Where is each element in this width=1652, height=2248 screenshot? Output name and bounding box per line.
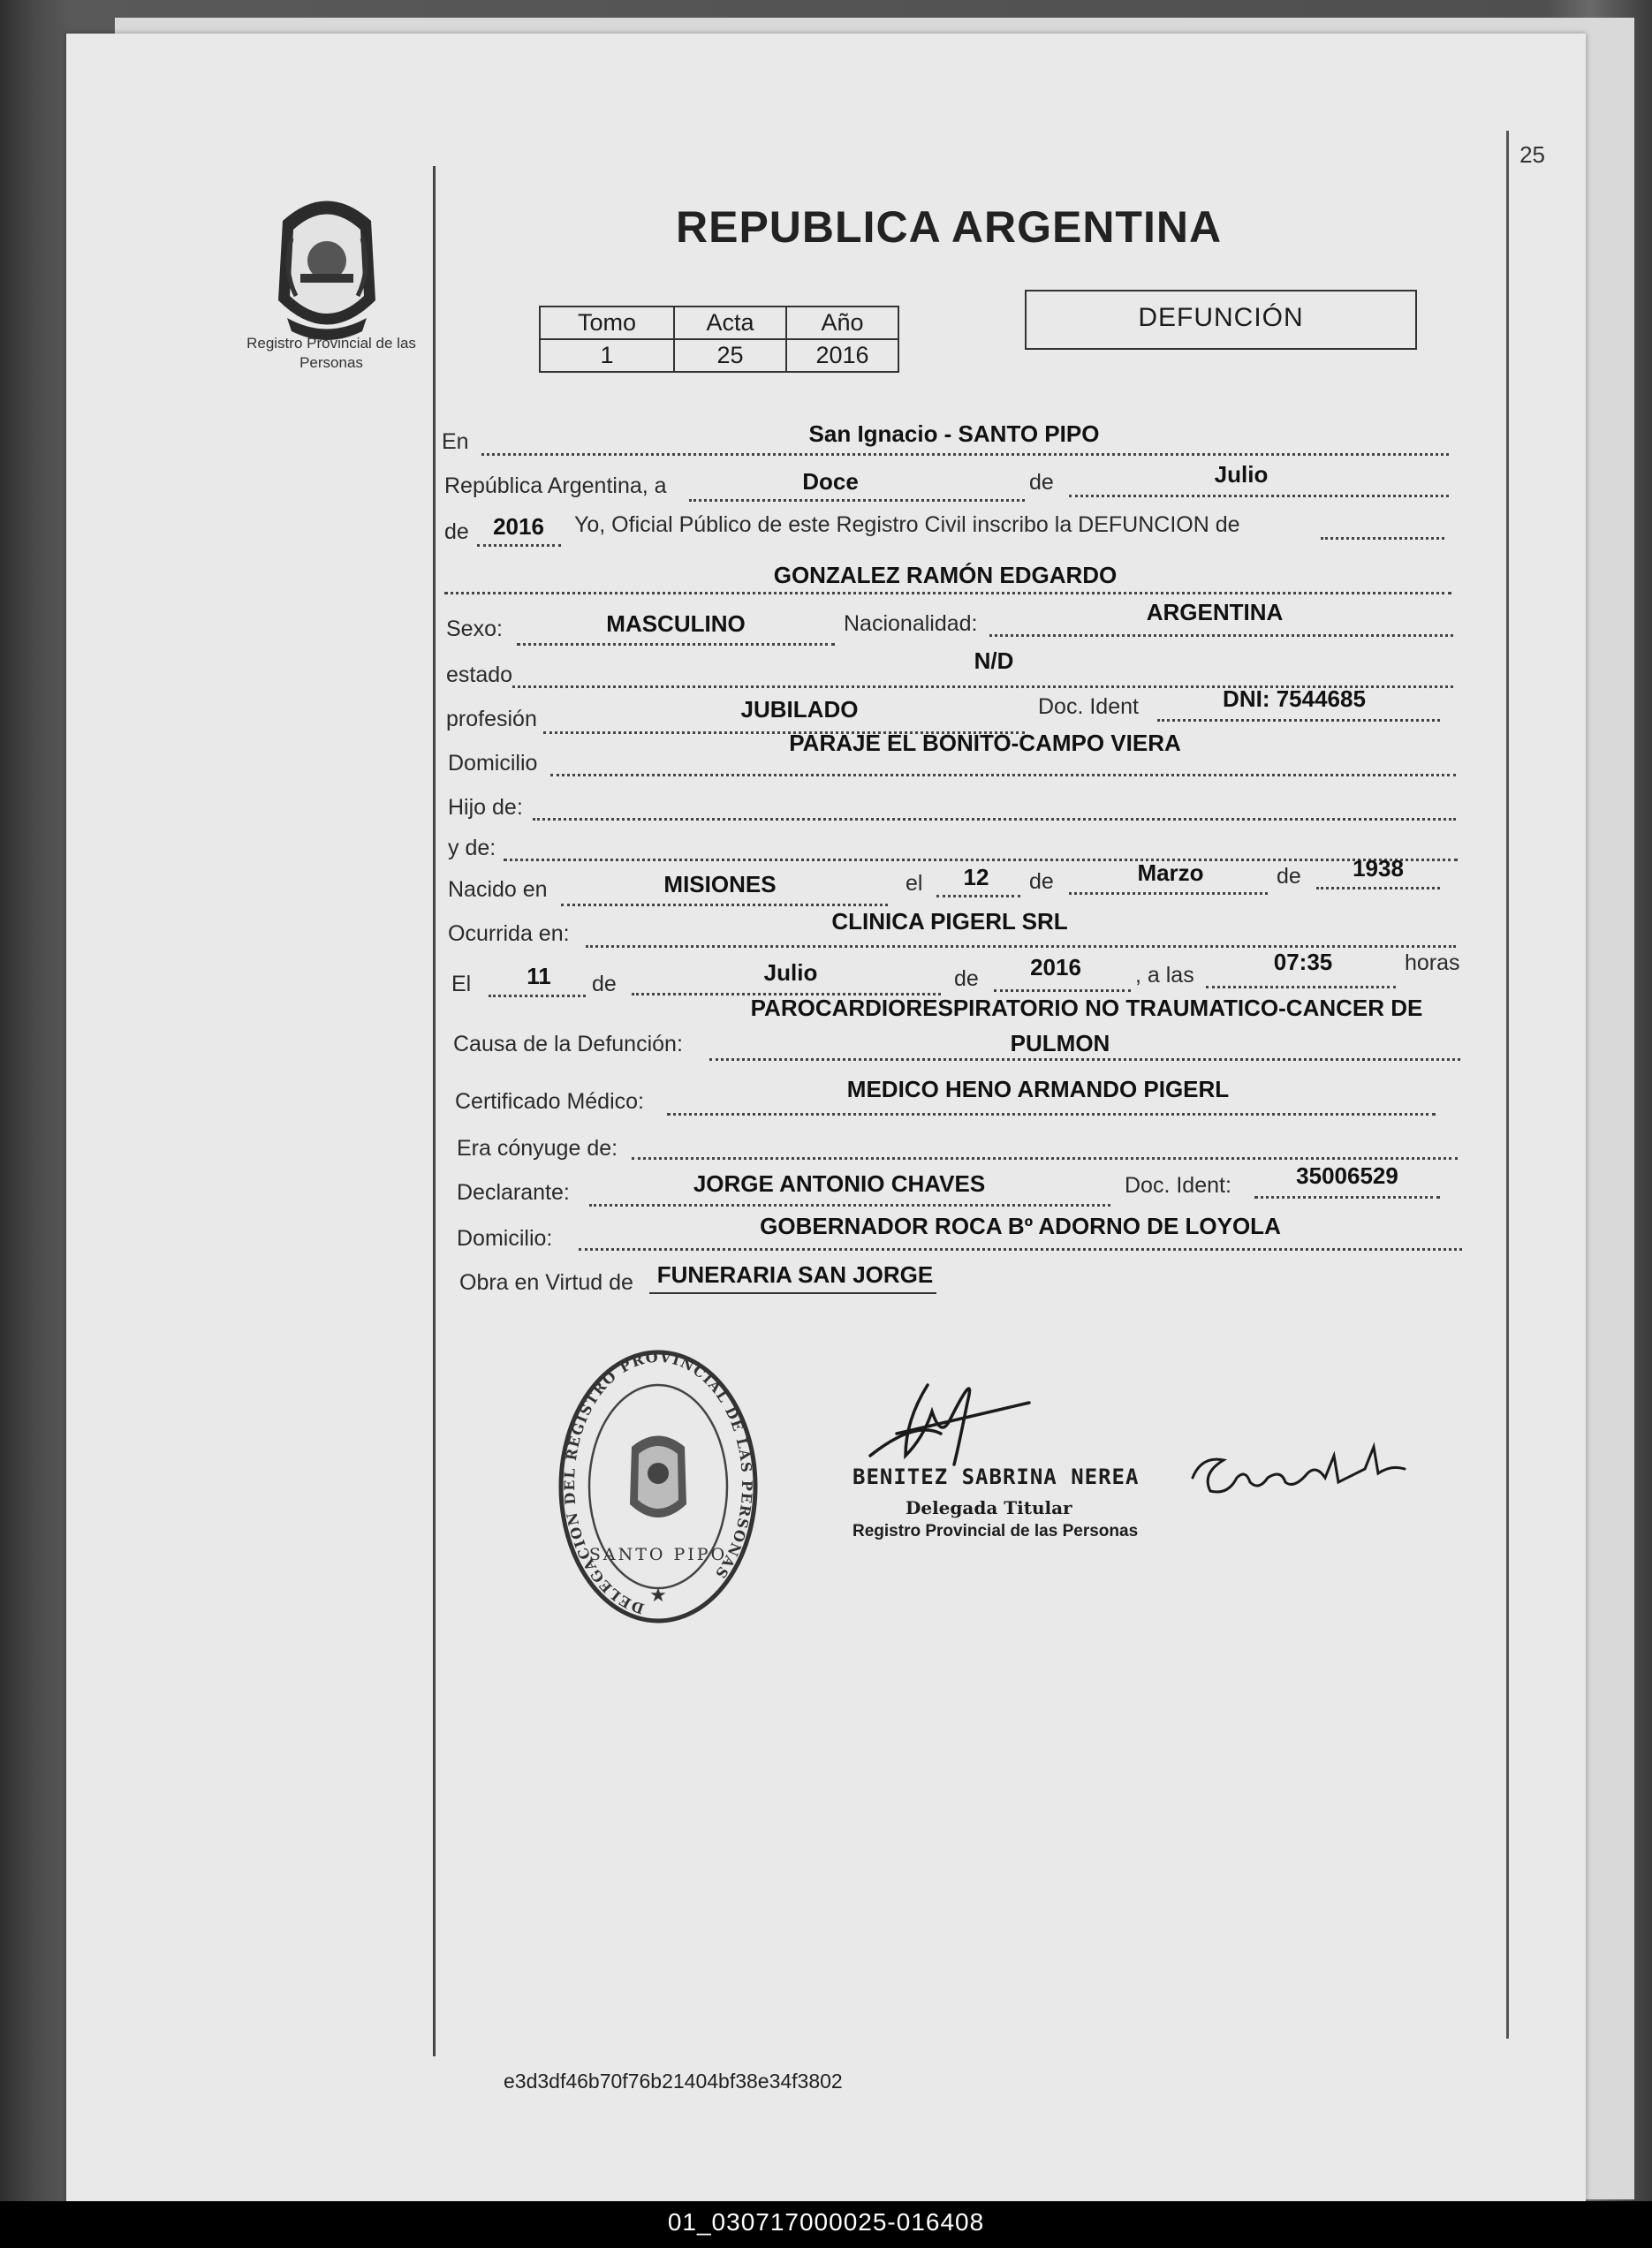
ocurrida-dots xyxy=(586,945,1456,948)
yde-label: y de: xyxy=(448,836,496,860)
death-day-dots xyxy=(489,995,586,997)
month-dots xyxy=(1069,495,1449,497)
conyuge-label: Era cónyuge de: xyxy=(457,1136,618,1161)
signatory-role: Delegada Titular xyxy=(906,1497,1072,1518)
death-el-label: El xyxy=(451,972,472,996)
stamp-ring-text: DELEGACION DEL REGISTRO PROVINCIAL DE LAS PERSONAS xyxy=(561,1348,756,1617)
certificado-dots xyxy=(667,1113,1436,1116)
republica-label: República Argentina, a xyxy=(444,473,667,498)
nacionalidad-label: Nacionalidad: xyxy=(844,611,978,636)
name-dots xyxy=(444,592,1451,594)
birth-month-dots xyxy=(1069,892,1268,895)
sexo-dots xyxy=(517,643,835,646)
day-dots xyxy=(689,499,1025,502)
obra-underline xyxy=(649,1292,936,1294)
obra-value: FUNERARIA SAN JORGE xyxy=(656,1261,934,1288)
birth-month: Marzo xyxy=(1137,859,1204,886)
alas-label: , a las xyxy=(1135,963,1194,988)
ocurrida-value: CLINICA PIGERL SRL xyxy=(831,908,1068,935)
declarante-value: JORGE ANTONIO CHAVES xyxy=(693,1170,986,1197)
yde-dots xyxy=(504,859,1458,861)
anio-header: Año xyxy=(786,307,898,339)
death-time: 07:35 xyxy=(1273,949,1333,975)
registry-caption: Registro Provincial de las Personas xyxy=(246,335,416,371)
hijo-dots xyxy=(533,818,1456,821)
sexo-value: MASCULINO xyxy=(606,610,746,637)
tomo-value: 1 xyxy=(540,339,674,372)
day-value: Doce xyxy=(802,468,859,495)
province-seal-icon xyxy=(265,185,389,353)
causa-label: Causa de la Defunción: xyxy=(453,1032,683,1056)
left-margin-rule xyxy=(433,166,436,2056)
right-margin-rule xyxy=(1506,131,1509,2039)
nacido-label: Nacido en xyxy=(448,877,548,902)
name-value: GONZALEZ RAMÓN EDGARDO xyxy=(773,562,1118,588)
domicilio-label: Domicilio xyxy=(448,751,538,776)
death-day: 11 xyxy=(527,963,551,989)
death-year-dots xyxy=(994,989,1131,992)
profesion-label: profesión xyxy=(446,707,537,731)
decl-domicilio-value: GOBERNADOR ROCA Bº ADORNO DE LOYOLA xyxy=(760,1213,1281,1239)
en-value: San Ignacio - SANTO PIPO xyxy=(808,420,1100,447)
decl-doc-value: 35006529 xyxy=(1296,1162,1398,1189)
decl-doc-label: Doc. Ident: xyxy=(1125,1173,1231,1198)
decl-domicilio-dots xyxy=(579,1248,1462,1251)
de3-label: de xyxy=(1029,869,1054,894)
tomo-header: Tomo xyxy=(540,307,674,339)
certificado-value: MEDICO HENO ARMANDO PIGERL xyxy=(846,1076,1230,1102)
stamp-inner-text: SANTO PIPO xyxy=(588,1545,728,1564)
document-id: 01_030717000025-016408 xyxy=(667,2208,985,2236)
decl-domicilio-label: Domicilio: xyxy=(457,1226,553,1251)
en-label: En xyxy=(442,429,469,454)
signatory-name: BENITEZ SABRINA NEREA xyxy=(853,1465,1140,1489)
causa-line-2: PULMON xyxy=(1010,1030,1110,1056)
delegation-stamp-icon xyxy=(543,1341,773,1632)
anio-value: 2016 xyxy=(786,339,898,372)
de5-label: de xyxy=(592,972,617,996)
de2-label: de xyxy=(444,519,469,544)
causa-dots xyxy=(709,1058,1460,1061)
page-number: 25 xyxy=(1519,141,1545,168)
domicilio-value: PARAJE EL BONITO-CAMPO VIERA xyxy=(789,730,1181,756)
document-title: REPUBLICA ARGENTINA xyxy=(676,202,1223,252)
yo-dots xyxy=(1321,537,1444,540)
domicilio-dots xyxy=(550,774,1456,776)
second-signature-icon xyxy=(1184,1429,1413,1526)
acta-value: 25 xyxy=(674,339,786,372)
declarante-dots xyxy=(589,1204,1110,1207)
birth-year-dots xyxy=(1316,887,1440,889)
obra-label: Obra en Virtud de xyxy=(459,1270,633,1295)
tomo-acta-table xyxy=(539,306,899,373)
signatory-registry: Registro Provincial de las Personas xyxy=(853,1522,1139,1540)
month-value: Julio xyxy=(1214,461,1269,488)
nacionalidad-dots xyxy=(989,634,1453,637)
nacido-dots xyxy=(561,904,888,906)
estado-label: estado xyxy=(446,662,513,687)
certificate-type-box: DEFUNCIÓN xyxy=(1025,290,1417,350)
sexo-label: Sexo: xyxy=(446,617,503,641)
horas-label: horas xyxy=(1405,950,1460,975)
year-dots xyxy=(477,544,561,547)
acta-header: Acta xyxy=(674,307,786,339)
conyuge-dots xyxy=(632,1157,1458,1160)
doc-ident-value: DNI: 7544685 xyxy=(1223,685,1366,712)
hijo-label: Hijo de: xyxy=(448,795,523,820)
document-hash: e3d3df46b70f76b21404bf38e34f3802 xyxy=(504,2070,843,2093)
death-month: Julio xyxy=(763,959,818,986)
doc-ident-dots xyxy=(1157,719,1440,722)
decl-doc-dots xyxy=(1254,1196,1440,1199)
death-year: 2016 xyxy=(1030,954,1081,980)
nacionalidad-value: ARGENTINA xyxy=(1146,599,1284,625)
death-time-dots xyxy=(1206,986,1396,988)
certificado-label: Certificado Médico: xyxy=(455,1089,644,1114)
de6-label: de xyxy=(954,966,979,991)
profesion-value: JUBILADO xyxy=(740,696,859,723)
year-value: 2016 xyxy=(493,513,544,540)
doc-ident-label: Doc. Ident xyxy=(1038,694,1139,719)
causa-line-1: PAROCARDIORESPIRATORIO NO TRAUMATICO-CANCER DE xyxy=(750,995,1423,1021)
yo-label: Yo, Oficial Público de este Registro Civil inscribo la DEFUNCION de xyxy=(574,512,1240,537)
birth-year: 1938 xyxy=(1353,855,1404,882)
declarante-label: Declarante: xyxy=(457,1180,570,1205)
birth-day: 12 xyxy=(963,864,989,890)
nacido-value: MISIONES xyxy=(663,871,777,897)
ocurrida-label: Ocurrida en: xyxy=(448,921,570,946)
en-dots xyxy=(481,453,1449,456)
birth-day-dots xyxy=(936,895,1020,897)
de-label: de xyxy=(1029,470,1054,495)
certificate-page xyxy=(66,34,1586,2202)
de4-label: de xyxy=(1277,864,1301,889)
estado-value: N/D xyxy=(974,647,1014,674)
el-label: el xyxy=(906,871,923,896)
svg-text:★: ★ xyxy=(649,1584,667,1606)
